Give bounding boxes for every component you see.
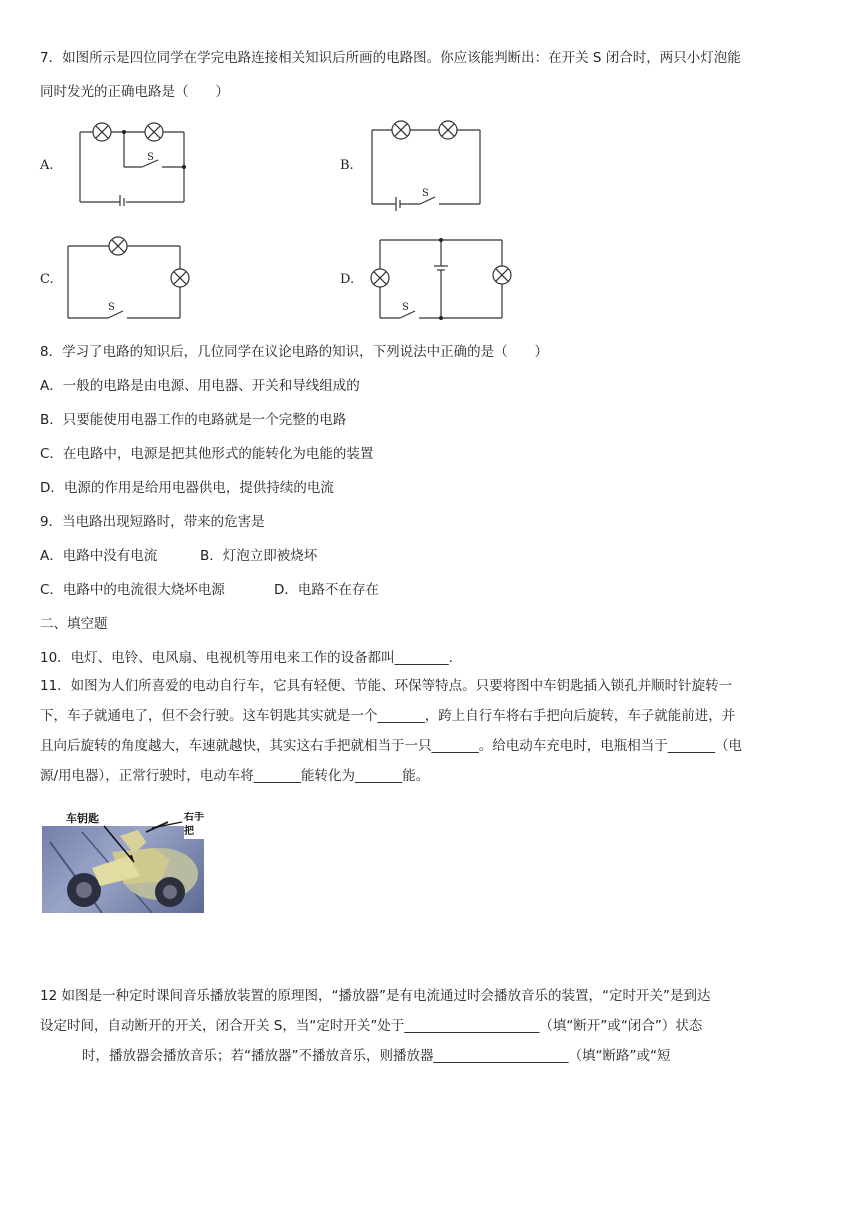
switch-label: S xyxy=(108,302,115,313)
q11-line1: 11．如图为人们所喜爱的电动自行车，它具有轻便、节能、环保等特点。只要将图中车钥匙插入锁孔并顺时针旋转一 xyxy=(40,678,733,694)
q9-option-c: C．电路中的电流很大烧坏电源 xyxy=(40,582,225,598)
switch-label: S xyxy=(147,152,154,163)
q7-stem-line1: 7．如图所示是四位同学在学完电路连接相关知识后所画的电路图。你应该能判断出：在开关 S 闭合时，两只小灯泡能 xyxy=(40,50,741,66)
switch-label: S xyxy=(402,302,409,313)
circuit-diagram-c xyxy=(64,232,196,324)
q9-option-d: D．电路不在存在 xyxy=(274,582,379,598)
q8-option-a: A．一般的电路是由电源、用电器、开关和导线组成的 xyxy=(40,378,360,394)
bike-illustration xyxy=(42,812,204,913)
q8-option-d: D．电源的作用是给用电器供电，提供持续的电流 xyxy=(40,480,334,496)
q9-option-b: B．灯泡立即被烧坏 xyxy=(200,548,318,564)
electric-bike-photo xyxy=(42,812,204,913)
q7-option-c-label: C. xyxy=(40,272,54,287)
circuit-diagram-a xyxy=(76,118,192,206)
q10-stem: 10．电灯、电铃、电风扇、电视机等用电来工作的设备都叫________. xyxy=(40,650,453,666)
switch-label: S xyxy=(422,188,429,199)
section-heading: 二、填空题 xyxy=(40,616,108,632)
circuit-diagram-b xyxy=(368,116,486,212)
q7-option-a-label: A. xyxy=(40,158,54,173)
q8-stem: 8．学习了电路的知识后，几位同学在议论电路的知识，下列说法中正确的是（ ） xyxy=(40,344,549,360)
q7-option-d-label: D. xyxy=(340,272,355,287)
q9-stem: 9．当电路出现短路时，带来的危害是 xyxy=(40,514,265,530)
photo-label-handle: 右手把 xyxy=(184,812,204,837)
q12-line1: 12 如图是一种定时课间音乐播放装置的原理图，“播放器”是有电流通过时会播放音乐的装置，“定时开关”是到达 xyxy=(40,988,711,1004)
q12-line3: 时，播放器会播放音乐；若“播放器”不播放音乐，则播放器____________________（填“断路”或“短 xyxy=(82,1048,671,1064)
q11-line2: 下，车子就通电了，但不会行驶。这车钥匙其实就是一个_______，跨上自行车将右手把向后旋转，车子就能前进，并 xyxy=(40,708,736,724)
q12-line2: 设定时间，自动断开的开关，闭合开关 S，当“定时开关”处于____________________（填“断开”或“闭合”）状态 xyxy=(40,1018,703,1034)
q11-line4: 源/用电器），正常行驶时，电动车将_______能转化为_______能。 xyxy=(40,768,430,784)
q8-option-b: B．只要能使用电器工作的电路就是一个完整的电路 xyxy=(40,412,347,428)
circuit-diagram-d xyxy=(364,234,520,326)
q8-option-c: C．在电路中，电源是把其他形式的能转化为电能的装置 xyxy=(40,446,374,462)
q7-option-b-label: B. xyxy=(340,158,354,173)
q9-option-a: A．电路中没有电流 xyxy=(40,548,158,564)
q7-stem-line2: 同时发光的正确电路是（ ） xyxy=(40,84,229,100)
q11-line3: 且向后旋转的角度越大，车速就越快，其实这右手把就相当于一只_______。给电动车充电时，电瓶相当于_______（电 xyxy=(40,738,742,754)
photo-label-key: 车钥匙 xyxy=(66,812,99,825)
